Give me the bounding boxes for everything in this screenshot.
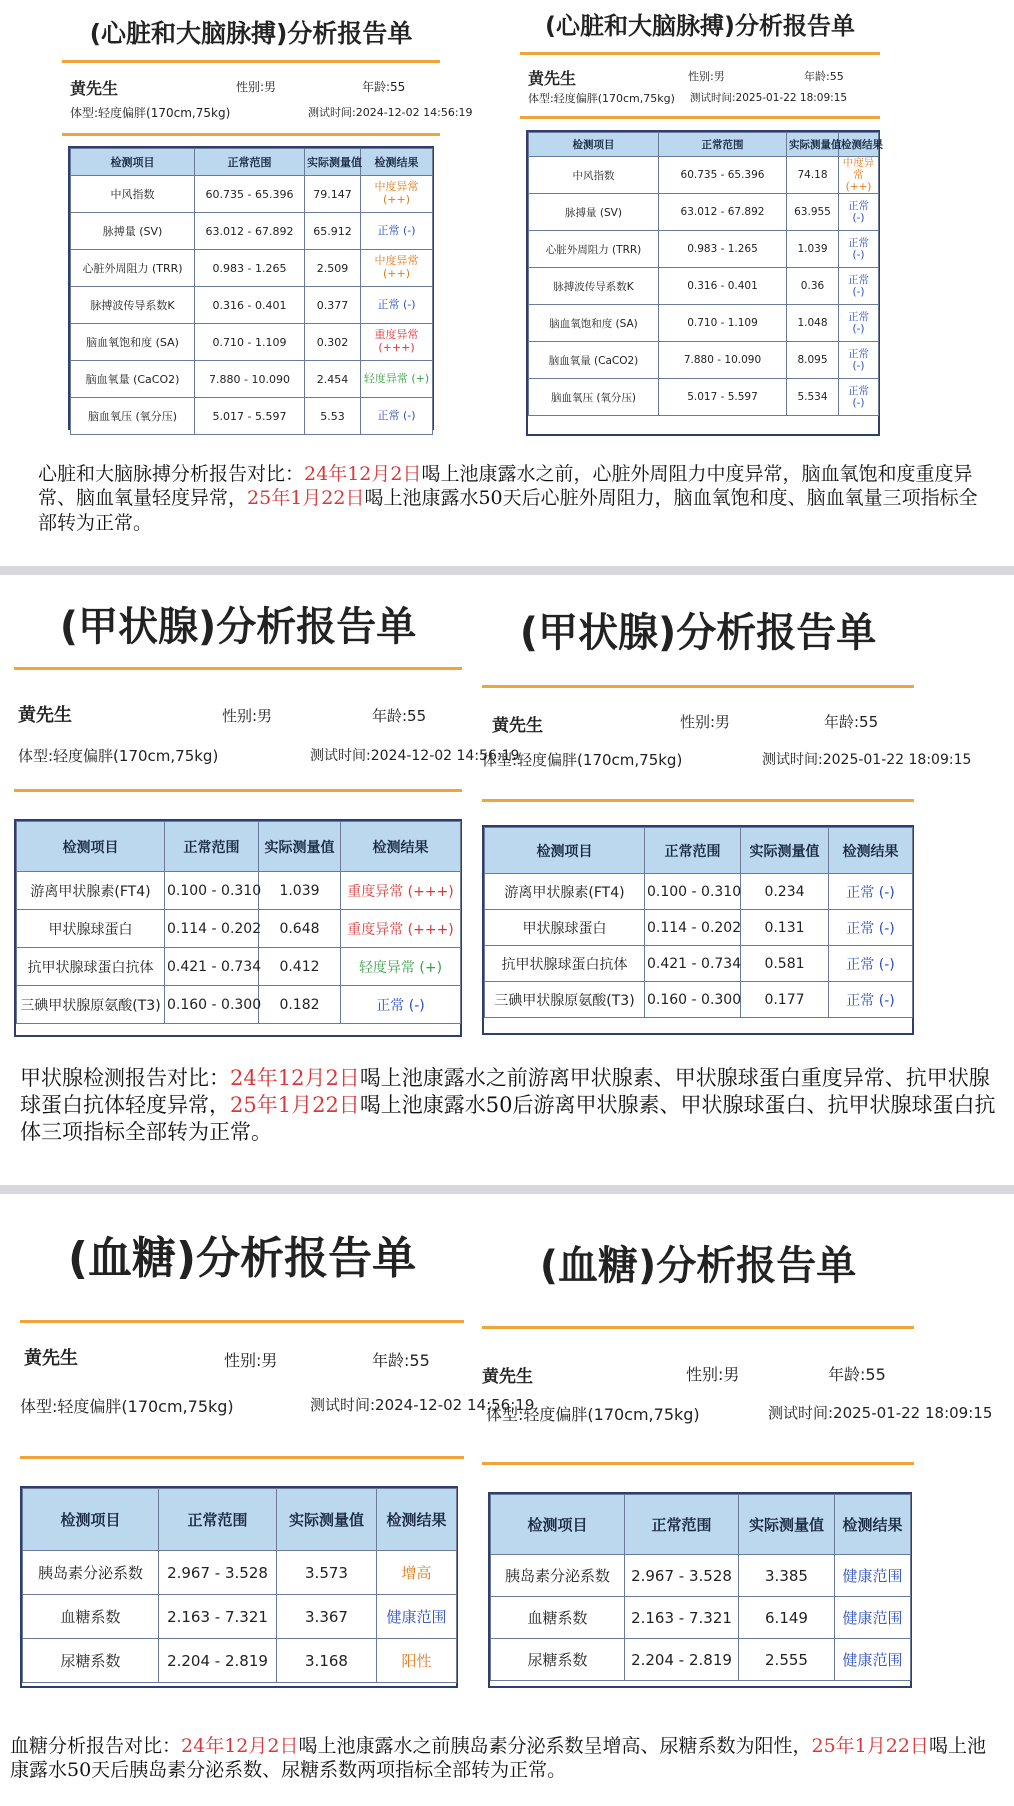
cell-value: 5.534 — [787, 379, 839, 416]
patient-age: 年龄:55 — [824, 713, 879, 731]
column-header: 实际测量值 — [277, 1489, 377, 1551]
orange-divider — [62, 60, 440, 63]
cell-result: 正常 (-) — [829, 910, 913, 946]
comment-text: 喝上池康露水之前胰岛素分泌系数呈增高、尿糖系数为阳性， — [298, 1735, 812, 1757]
cell-item: 甲状腺球蛋白 — [17, 910, 165, 948]
thyroid-report-before — [14, 575, 520, 1035]
thyroid-table-after — [484, 827, 913, 1018]
cell-result: 正常 (-) — [341, 986, 461, 1024]
comment-date: 25年1月22日 — [811, 1735, 929, 1757]
column-header: 检测项目 — [71, 149, 195, 176]
column-header: 检测项目 — [485, 828, 645, 874]
column-header: 检测结果 — [839, 133, 879, 157]
cell-value: 63.955 — [787, 194, 839, 231]
patient-age: 年龄:55 — [828, 1365, 886, 1384]
column-header: 正常范围 — [195, 149, 305, 176]
cell-value: 3.385 — [739, 1555, 835, 1597]
cell-value: 0.581 — [741, 946, 829, 982]
cell-value: 0.177 — [741, 982, 829, 1018]
cell-item: 脑血氧量 (CaCO2) — [71, 361, 195, 398]
cell-value: 6.149 — [739, 1597, 835, 1639]
cell-result: 重度异常 (+++) — [341, 872, 461, 910]
glucose-report-before — [20, 1194, 535, 1694]
cell-range: 2.163 - 7.321 — [159, 1595, 277, 1639]
column-header: 检测项目 — [23, 1489, 159, 1551]
cell-value: 1.048 — [787, 305, 839, 342]
patient-info — [482, 1362, 993, 1434]
table-row — [529, 194, 879, 231]
cell-range: 5.017 - 5.597 — [195, 398, 305, 435]
cell-item: 脑血氧量 (CaCO2) — [529, 342, 659, 379]
report-title: (心脏和大脑脉搏)分析报告单 — [545, 12, 855, 40]
cell-result: 正常 (-) — [839, 379, 879, 416]
table-row — [71, 176, 433, 213]
cell-value: 8.095 — [787, 342, 839, 379]
column-header: 检测结果 — [361, 149, 433, 176]
cell-item: 游离甲状腺素(FT4) — [17, 872, 165, 910]
cell-range: 2.967 - 3.528 — [159, 1551, 277, 1595]
table-row — [71, 324, 433, 361]
cell-item: 尿糖系数 — [491, 1639, 625, 1681]
orange-divider — [20, 1320, 464, 1323]
patient-name: 黄先生 — [24, 1348, 78, 1369]
report-title: (血糖)分析报告单 — [539, 1243, 857, 1289]
patient-body-type: 体型:轻度偏胖(170cm,75kg) — [20, 1397, 234, 1416]
cell-value: 0.377 — [305, 287, 361, 324]
cell-result: 正常 (-) — [829, 982, 913, 1018]
column-header: 检测项目 — [491, 1495, 625, 1555]
cell-range: 63.012 - 67.892 — [195, 213, 305, 250]
cell-result: 增高 — [377, 1551, 457, 1595]
comment-date: 25年1月22日 — [230, 1092, 360, 1117]
table-row — [71, 213, 433, 250]
thyroid-comment — [0, 1065, 1014, 1146]
cell-result: 正常 (-) — [361, 398, 433, 435]
heart-report-before — [62, 0, 473, 440]
cell-result: 健康范围 — [835, 1597, 911, 1639]
comment-text: 心脏和大脑脉搏分析报告对比： — [38, 463, 305, 485]
cell-item: 脉搏量 (SV) — [529, 194, 659, 231]
cell-result: 中度异常 (++) — [839, 157, 879, 194]
table-row — [17, 986, 461, 1024]
table-row — [23, 1639, 457, 1683]
cell-range: 0.100 - 0.310 — [165, 872, 259, 910]
cell-result: 中度异常 (++) — [361, 250, 433, 287]
cell-item: 脉搏量 (SV) — [71, 213, 195, 250]
table-row — [17, 872, 461, 910]
comment-text: 喝上池康露水之前，心脏外周阻力中度异常，脑血氧饱和度重度异常、脑血氧量轻度异常， — [38, 463, 973, 510]
cell-value: 2.555 — [739, 1639, 835, 1681]
comment-text: 甲状腺检测报告对比： — [20, 1066, 230, 1090]
table-row — [17, 948, 461, 986]
cell-item: 三碘甲状腺原氨酸(T3) — [485, 982, 645, 1018]
cell-result: 正常 (-) — [839, 231, 879, 268]
patient-body-type: 体型:轻度偏胖(170cm,75kg) — [528, 92, 675, 105]
heart-comment — [0, 462, 1014, 535]
cell-range: 60.735 - 65.396 — [659, 157, 787, 194]
cell-result: 正常 (-) — [829, 874, 913, 910]
table-row — [529, 379, 879, 416]
patient-info — [62, 78, 473, 122]
cell-value: 0.302 — [305, 324, 361, 361]
cell-range: 63.012 - 67.892 — [659, 194, 787, 231]
cell-range: 5.017 - 5.597 — [659, 379, 787, 416]
cell-item: 抗甲状腺球蛋白抗体 — [17, 948, 165, 986]
cell-range: 0.160 - 0.300 — [645, 982, 741, 1018]
table-row — [529, 157, 879, 194]
cell-range: 0.983 - 1.265 — [659, 231, 787, 268]
column-header: 实际测量值 — [787, 133, 839, 157]
table-header-row — [17, 822, 461, 872]
patient-gender: 性别:男 — [236, 80, 277, 94]
cell-value: 1.039 — [259, 872, 341, 910]
column-header: 检测结果 — [377, 1489, 457, 1551]
cell-range: 0.710 - 1.109 — [195, 324, 305, 361]
section-divider — [0, 1185, 1014, 1194]
cell-value: 1.039 — [787, 231, 839, 268]
report-title: (甲状腺)分析报告单 — [59, 604, 417, 650]
cell-result: 正常 (-) — [839, 342, 879, 379]
comment-date: 24年12月2日 — [230, 1066, 360, 1090]
cell-range: 0.421 - 0.734 — [645, 946, 741, 982]
thyroid-section — [0, 575, 1014, 1185]
column-header: 实际测量值 — [739, 1495, 835, 1555]
table-row — [491, 1597, 911, 1639]
patient-name: 黄先生 — [492, 716, 543, 736]
report-title: (心脏和大脑脉搏)分析报告单 — [89, 19, 413, 48]
report-title: (甲状腺)分析报告单 — [519, 610, 877, 656]
table-row — [529, 305, 879, 342]
heart-section — [0, 0, 1014, 566]
cell-item: 中风指数 — [71, 176, 195, 213]
cell-item: 脉搏波传导系数K — [529, 268, 659, 305]
orange-divider — [520, 52, 880, 55]
orange-divider — [20, 1456, 464, 1459]
test-time: 测试时间:2024-12-02 14:56:19 — [310, 748, 520, 764]
cell-item: 胰岛素分泌系数 — [491, 1555, 625, 1597]
cell-value: 0.131 — [741, 910, 829, 946]
cell-range: 2.163 - 7.321 — [625, 1597, 739, 1639]
table-header-row — [491, 1495, 911, 1555]
cell-value: 3.573 — [277, 1551, 377, 1595]
comment-date: 24年12月2日 — [181, 1735, 299, 1757]
cell-range: 0.316 - 0.401 — [195, 287, 305, 324]
cell-value: 2.509 — [305, 250, 361, 287]
cell-range: 0.421 - 0.734 — [165, 948, 259, 986]
table-header-row — [529, 133, 879, 157]
column-header: 实际测量值 — [305, 149, 361, 176]
column-header: 实际测量值 — [741, 828, 829, 874]
table-row — [71, 398, 433, 435]
comment-text: 喝上池康露水之前游离甲状腺素、甲状腺球蛋白重度异常、抗甲状腺球蛋白抗体轻度异常， — [20, 1066, 990, 1117]
cell-value: 5.53 — [305, 398, 361, 435]
patient-age: 年龄:55 — [804, 70, 844, 83]
table-row — [491, 1639, 911, 1681]
cell-value: 2.454 — [305, 361, 361, 398]
cell-value: 3.367 — [277, 1595, 377, 1639]
test-time: 测试时间:2024-12-02 14:56:19 — [310, 1396, 535, 1414]
cell-item: 脑血氧饱和度 (SA) — [71, 324, 195, 361]
cell-result: 正常 (-) — [361, 213, 433, 250]
cell-result: 健康范围 — [835, 1639, 911, 1681]
cell-result: 轻度异常 (+) — [341, 948, 461, 986]
table-row — [485, 910, 913, 946]
patient-age: 年龄:55 — [372, 1351, 430, 1370]
cell-result: 重度异常 (+++) — [361, 324, 433, 361]
orange-divider — [482, 1326, 914, 1329]
orange-divider — [62, 133, 440, 136]
table-header-row — [71, 149, 433, 176]
patient-gender: 性别:男 — [224, 1351, 278, 1370]
patient-gender: 性别:男 — [686, 1365, 740, 1384]
cell-result: 重度异常 (+++) — [341, 910, 461, 948]
patient-body-type: 体型:轻度偏胖(170cm,75kg) — [18, 747, 219, 765]
patient-gender: 性别:男 — [680, 713, 731, 731]
column-header: 检测结果 — [835, 1495, 911, 1555]
table-row — [491, 1555, 911, 1597]
cell-range: 0.114 - 0.202 — [645, 910, 741, 946]
cell-range: 60.735 - 65.396 — [195, 176, 305, 213]
glucose-section — [0, 1194, 1014, 1806]
cell-range: 0.160 - 0.300 — [165, 986, 259, 1024]
cell-value: 0.182 — [259, 986, 341, 1024]
patient-gender: 性别:男 — [222, 707, 273, 725]
table-row — [23, 1595, 457, 1639]
cell-range: 2.204 - 2.819 — [159, 1639, 277, 1683]
cell-item: 心脏外周阻力 (TRR) — [529, 231, 659, 268]
glucose-table-after — [490, 1494, 911, 1681]
cell-item: 尿糖系数 — [23, 1639, 159, 1683]
table-row — [71, 287, 433, 324]
column-header: 检测项目 — [17, 822, 165, 872]
cell-item: 三碘甲状腺原氨酸(T3) — [17, 986, 165, 1024]
cell-range: 0.710 - 1.109 — [659, 305, 787, 342]
thyroid-table-before — [16, 821, 461, 1024]
cell-value: 65.912 — [305, 213, 361, 250]
column-header: 正常范围 — [159, 1489, 277, 1551]
cell-item: 脑血氧饱和度 (SA) — [529, 305, 659, 342]
report-title: (血糖)分析报告单 — [67, 1233, 417, 1284]
table-row — [23, 1551, 457, 1595]
table-row — [17, 910, 461, 948]
cell-range: 0.316 - 0.401 — [659, 268, 787, 305]
column-header: 正常范围 — [645, 828, 741, 874]
cell-result: 轻度异常 (+) — [361, 361, 433, 398]
patient-age: 年龄:55 — [362, 80, 406, 94]
cell-result: 正常 (-) — [829, 946, 913, 982]
comment-text: 喝上池康露水50天后胰岛素分泌系数、尿糖系数两项指标全部转为正常。 — [10, 1735, 986, 1782]
table-row — [71, 250, 433, 287]
cell-result: 正常 (-) — [839, 194, 879, 231]
comment-date: 25年1月22日 — [247, 487, 365, 510]
cell-range: 7.880 - 10.090 — [659, 342, 787, 379]
table-header-row — [485, 828, 913, 874]
column-header: 正常范围 — [625, 1495, 739, 1555]
patient-body-type: 体型:轻度偏胖(170cm,75kg) — [70, 106, 231, 120]
orange-divider — [520, 116, 880, 119]
thyroid-report-after — [482, 575, 972, 1035]
cell-item: 脑血氧压 (氧分压) — [529, 379, 659, 416]
patient-name: 黄先生 — [528, 69, 577, 88]
patient-name: 黄先生 — [18, 705, 72, 726]
column-header: 检测结果 — [341, 822, 461, 872]
cell-item: 甲状腺球蛋白 — [485, 910, 645, 946]
section-divider — [0, 566, 1014, 575]
cell-range: 7.880 - 10.090 — [195, 361, 305, 398]
cell-value: 0.412 — [259, 948, 341, 986]
column-header: 正常范围 — [165, 822, 259, 872]
cell-value: 0.36 — [787, 268, 839, 305]
cell-result: 中度异常 (++) — [361, 176, 433, 213]
patient-body-type: 体型:轻度偏胖(170cm,75kg) — [482, 751, 683, 769]
test-time: 测试时间:2025-01-22 18:09:15 — [690, 92, 848, 104]
cell-range: 0.983 - 1.265 — [195, 250, 305, 287]
cell-item: 血糖系数 — [23, 1595, 159, 1639]
orange-divider — [14, 667, 462, 670]
comment-date: 24年12月2日 — [304, 463, 422, 485]
cell-range: 2.967 - 3.528 — [625, 1555, 739, 1597]
cell-range: 0.114 - 0.202 — [165, 910, 259, 948]
cell-result: 健康范围 — [377, 1595, 457, 1639]
table-row — [71, 361, 433, 398]
cell-item: 血糖系数 — [491, 1597, 625, 1639]
glucose-table-before — [22, 1488, 457, 1683]
table-row — [485, 982, 913, 1018]
patient-info — [520, 68, 880, 112]
patient-gender: 性别:男 — [688, 70, 725, 83]
patient-body-type: 体型:轻度偏胖(170cm,75kg) — [486, 1405, 700, 1424]
test-time: 测试时间:2025-01-22 18:09:15 — [762, 752, 972, 768]
patient-name: 黄先生 — [70, 79, 119, 98]
patient-info — [482, 711, 972, 771]
patient-age: 年龄:55 — [372, 707, 427, 725]
orange-divider — [14, 789, 462, 792]
cell-result: 正常 (-) — [839, 305, 879, 342]
heart-table-before — [70, 148, 433, 435]
column-header: 检测结果 — [829, 828, 913, 874]
cell-item: 脉搏波传导系数K — [71, 287, 195, 324]
heart-report-after — [520, 0, 883, 440]
comment-text: 喝上池康露水50后游离甲状腺素、甲状腺球蛋白、抗甲状腺球蛋白抗体三项指标全部转为正常。 — [20, 1092, 996, 1144]
glucose-report-after — [482, 1194, 993, 1694]
cell-range: 2.204 - 2.819 — [625, 1639, 739, 1681]
table-header-row — [23, 1489, 457, 1551]
cell-item: 抗甲状腺球蛋白抗体 — [485, 946, 645, 982]
column-header: 实际测量值 — [259, 822, 341, 872]
orange-divider — [482, 1462, 914, 1465]
comment-text: 血糖分析报告对比： — [10, 1735, 182, 1757]
cell-result: 阳性 — [377, 1639, 457, 1683]
glucose-comment — [0, 1734, 1014, 1783]
orange-divider — [482, 799, 914, 802]
test-time: 测试时间:2025-01-22 18:09:15 — [768, 1404, 993, 1422]
cell-value: 0.234 — [741, 874, 829, 910]
cell-item: 胰岛素分泌系数 — [23, 1551, 159, 1595]
cell-value: 79.147 — [305, 176, 361, 213]
table-row — [485, 946, 913, 982]
cell-result: 正常 (-) — [839, 268, 879, 305]
column-header: 正常范围 — [659, 133, 787, 157]
column-header: 检测项目 — [529, 133, 659, 157]
table-row — [529, 268, 879, 305]
cell-item: 心脏外周阻力 (TRR) — [71, 250, 195, 287]
table-row — [485, 874, 913, 910]
patient-info — [14, 705, 520, 765]
cell-range: 0.100 - 0.310 — [645, 874, 741, 910]
heart-table-after — [528, 132, 883, 416]
cell-item: 中风指数 — [529, 157, 659, 194]
cell-item: 游离甲状腺素(FT4) — [485, 874, 645, 910]
patient-name: 黄先生 — [482, 1367, 533, 1387]
comment-text: 喝上池康露水50天后心脏外周阻力，脑血氧饱和度、脑血氧量三项指标全部转为正常。 — [38, 487, 978, 534]
cell-result: 健康范围 — [835, 1555, 911, 1597]
table-row — [529, 342, 879, 379]
table-row — [529, 231, 879, 268]
patient-info — [20, 1348, 535, 1428]
cell-result: 正常 (-) — [361, 287, 433, 324]
test-time: 测试时间:2024-12-02 14:56:19 — [308, 106, 473, 119]
cell-value: 0.648 — [259, 910, 341, 948]
cell-item: 脑血氧压 (氧分压) — [71, 398, 195, 435]
orange-divider — [482, 685, 914, 688]
cell-value: 74.18 — [787, 157, 839, 194]
cell-value: 3.168 — [277, 1639, 377, 1683]
